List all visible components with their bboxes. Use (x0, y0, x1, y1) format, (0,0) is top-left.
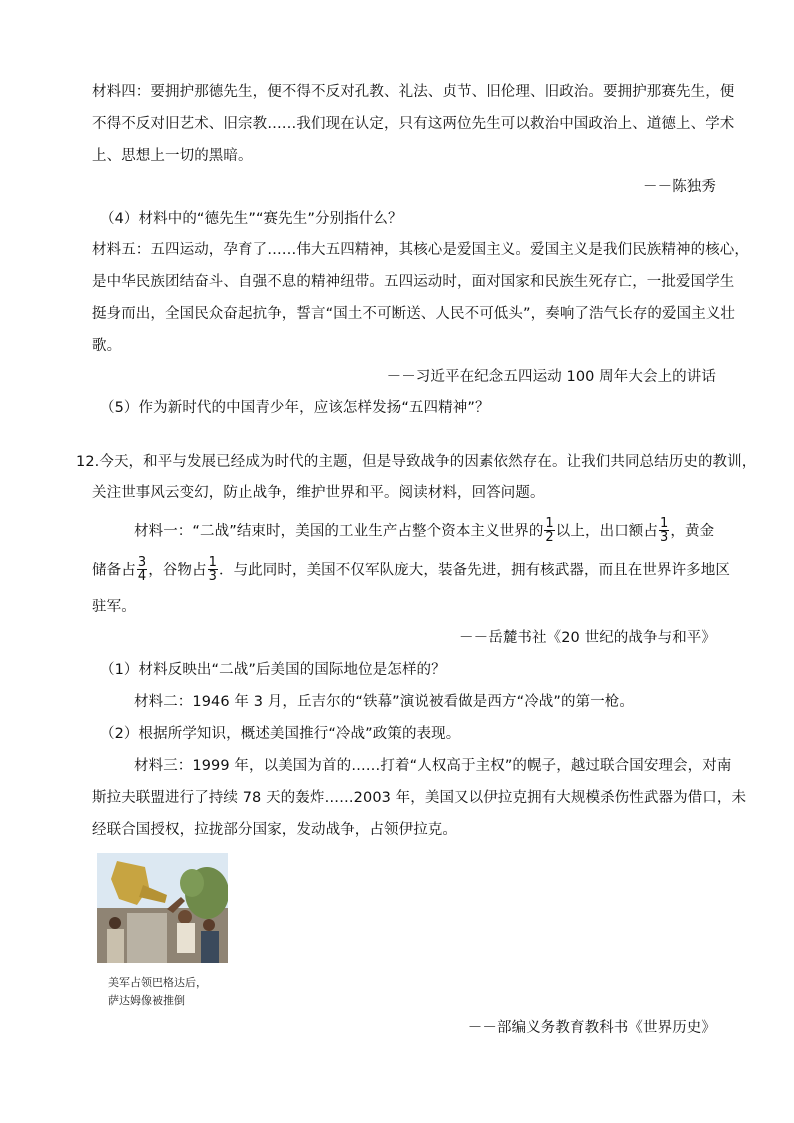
fraction-denominator: 3 (208, 569, 217, 584)
fraction-denominator: 4 (137, 569, 147, 584)
fraction-one-third-2 (208, 556, 218, 583)
fraction-numerator: 1 (208, 555, 217, 570)
photo-caption-line-1: 美军占领巴格达后， (108, 976, 207, 989)
question-12-1: （1）材料反映出“二战”后美国的国际地位是怎样的？ (100, 662, 446, 678)
material-5-line-2: 是中华民族团结奋斗、自强不息的精神纽带。五四运动时，面对国家和民族生死存亡，一批爱国学生 (92, 274, 735, 290)
material-5-line-4: 歌。 (92, 338, 122, 354)
fraction-denominator: 3 (660, 530, 669, 545)
fraction-three-quarters (137, 556, 147, 583)
material-1-text-b: 以上，出口额占 (555, 523, 658, 540)
fraction-denominator: 2 (545, 530, 554, 545)
photo-illustration (97, 853, 228, 963)
material-5-line-1: 材料五：五四运动，孕育了……伟大五四精神，其核心是爱国主义。爱国主义是我们民族精神的核心， (92, 242, 749, 258)
question-12-line-1: 12.今天，和平与发展已经成为时代的主题，但是导致战争的因素依然存在。让我们共同总结历史的教训， (76, 454, 757, 470)
material-1-line-2 (92, 557, 730, 584)
material-3-line-2: 斯拉夫联盟进行了持续 78 天的轰炸……2003 年，美国又以伊拉克拥有大规模杀伤性武器为借口，未 (92, 790, 747, 806)
material-2: 材料二：1946 年 3 月，丘吉尔的“铁幕”演说被看做是西方“冷战”的第一枪。 (134, 694, 634, 710)
material-4-line-2: 不得不反对旧艺术、旧宗教……我们现在认定，只有这两位先生可以救治中国政治上、道德上、学术 (92, 116, 735, 132)
fraction-numerator: 3 (137, 555, 147, 570)
material-4-line-1: 材料四：要拥护那德先生，便不得不反对孔教、礼法、贞节、旧伦理、旧政治。要拥护那赛先生，便 (92, 84, 735, 100)
material-1-text-c: ，黄金 (670, 523, 715, 540)
material-1-line-1 (134, 518, 714, 545)
material-3-line-1: 材料三：1999 年，以美国为首的……打着“人权高于主权”的幌子，越过联合国安理会，对南 (134, 758, 732, 774)
photo-caption-line-2: 萨达姆像被推倒 (108, 994, 185, 1007)
question-12-2: （2）根据所学知识，概述美国推行“冷战”政策的表现。 (100, 726, 461, 742)
material-4-source: －－陈独秀 (643, 179, 716, 195)
material-4-line-3: 上、思想上一切的黑暗。 (92, 148, 253, 164)
fraction-one-third (659, 517, 669, 544)
statue-toppled-photo (97, 853, 228, 963)
material-1-text-a: 材料一：“二战”结束时，美国的工业生产占整个资本主义世界的 (134, 523, 544, 540)
material-1-text-e: ，谷物占 (148, 562, 207, 579)
material-1-text-f: ．与此同时，美国不仅军队庞大，装备先进，拥有核武器，而且在世界许多地区 (218, 562, 730, 579)
material-1-line-3: 驻军。 (92, 599, 136, 615)
material-5-line-3: 挺身而出，全国民众奋起抗争，誓言“国土不可断送、人民不可低头”，奏响了浩气长存的爱国主义壮 (92, 306, 736, 322)
fraction-one-half (544, 517, 554, 544)
material-1-text-d: 储备占 (92, 562, 136, 579)
material-3-source: －－部编义务教育教科书《世界历史》 (467, 1020, 716, 1036)
material-1-source: －－岳麓书社《20 世纪的战争与和平》 (459, 630, 716, 646)
question-12-line-2: 关注世事风云变幻，防止战争，维护世界和平。阅读材料，回答问题。 (92, 485, 545, 501)
fraction-numerator: 1 (545, 516, 554, 531)
material-3-line-3: 经联合国授权，拉拢部分国家，发动战争，占领伊拉克。 (92, 822, 457, 838)
material-5-source: －－习近平在纪念五四运动 100 周年大会上的讲话 (386, 369, 716, 385)
question-5: （5）作为新时代的中国青少年，应该怎样发扬“五四精神”？ (100, 400, 490, 416)
question-4: （4）材料中的“德先生”“赛先生”分别指什么？ (100, 211, 403, 227)
fraction-numerator: 1 (660, 516, 669, 531)
